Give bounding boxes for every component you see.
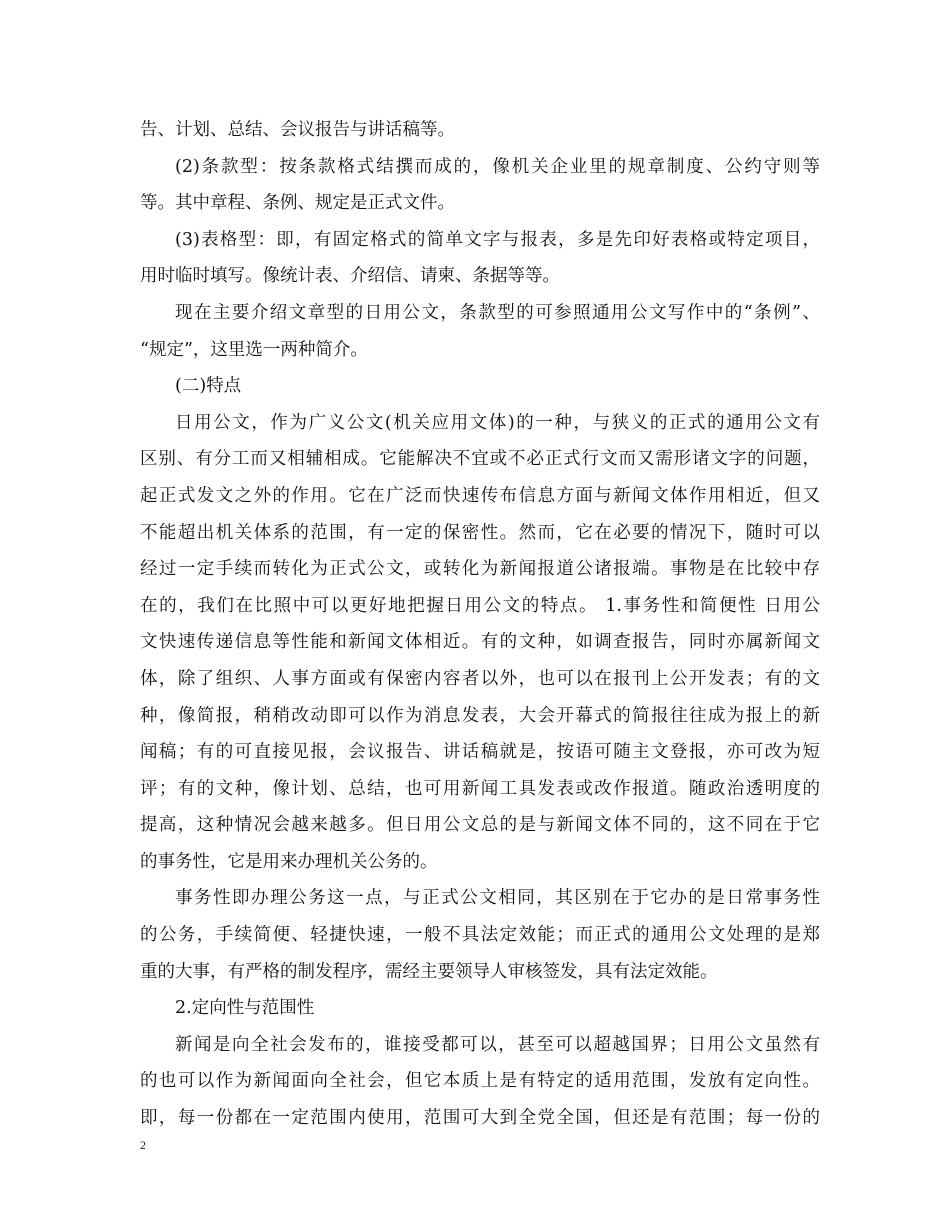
text-line: 2.定向性与范围性 <box>175 998 315 1019</box>
text-line: (3)表格型：即，有固定格式的简单文字与报表，多是先印好表格或特定项目， <box>175 229 820 250</box>
text-line: 的事务性，它是用来办理机关公务的。 <box>140 851 438 872</box>
text-line: 评；有的文种，像计划、总结，也可用新闻工具发表或改作报道。随政治透明度的 <box>140 778 820 799</box>
text-line: 体，除了组织、人事方面或有保密内容者以外，也可以在报刊上公开发表；有的文 <box>140 668 820 689</box>
text-line: 即，每一份都在一定范围内使用，范围可大到全党全国，但还是有范围；每一份的 <box>140 1108 820 1129</box>
text-line: 在的，我们在比照中可以更好地把握日用公文的特点。 1.事务性和简便性 日用公 <box>140 595 820 616</box>
text-line: 新闻是向全社会发布的，谁接受都可以，甚至可以超越国界；日用公文虽然有 <box>175 1034 820 1055</box>
body-text <box>140 112 820 1137</box>
text-line: 经过一定手续而转化为正式公文，或转化为新闻报道公诸报端。事物是在比较中存 <box>140 559 820 580</box>
text-line: 提高，这种情况会越来越多。但日用公文总的是与新闻文体不同的，这不同在于它 <box>140 815 820 836</box>
text-line: (2)条款型：按条款格式结撰而成的，像机关企业里的规章制度、公约守则等 <box>175 156 820 177</box>
text-line: 事务性即办理公务这一点，与正式公文相同，其区别在于它办的是日常事务性 <box>175 888 820 909</box>
text-line: 重的大事，有严格的制发程序，需经主要领导人审核签发，具有法定效能。 <box>140 961 718 982</box>
text-line: 区别、有分工而又相辅相成。它能解决不宜或不必正式行文而又需形诸文字的问题， <box>140 449 820 470</box>
text-line: 闻稿；有的可直接见报，会议报告、讲话稿就是，按语可随主文登报，亦可改为短 <box>140 742 820 763</box>
text-line: 文快速传递信息等性能和新闻文体相近。有的文种，如调查报告，同时亦属新闻文 <box>140 632 820 653</box>
text-line: 不能超出机关体系的范围，有一定的保密性。然而，它在必要的情况下，随时可以 <box>140 522 820 543</box>
text-line: 现在主要介绍文章型的日用公文，条款型的可参照通用公文写作中的“条例”、 <box>175 302 820 323</box>
text-line: 起正式发文之外的作用。它在广泛而快速传布信息方面与新闻文体作用相近，但又 <box>140 485 820 506</box>
text-line: “规定”，这里选一两种简介。 <box>140 339 368 360</box>
text-line: 的公务，手续简便、轻捷快速，一般不具法定效能；而正式的通用公文处理的是郑 <box>140 925 820 946</box>
text-line: 用时临时填写。像统计表、介绍信、请柬、条据等等。 <box>140 266 560 287</box>
text-line: 等。其中章程、条例、规定是正式文件。 <box>140 193 455 214</box>
text-line: 日用公文，作为广义公文(机关应用文体)的一种，与狭义的正式的通用公文有 <box>175 412 820 433</box>
text-line: 的也可以作为新闻面向全社会，但它本质上是有特定的适用范围，发放有定向性。 <box>140 1071 820 1092</box>
page-number: 2 <box>140 1138 146 1152</box>
text-line: 种，像简报，稍稍改动即可以作为消息发表，大会开幕式的简报往往成为报上的新 <box>140 705 820 726</box>
text-line: (二)特点 <box>175 376 242 397</box>
text-line: 告、计划、总结、会议报告与讲话稿等。 <box>140 120 455 140</box>
